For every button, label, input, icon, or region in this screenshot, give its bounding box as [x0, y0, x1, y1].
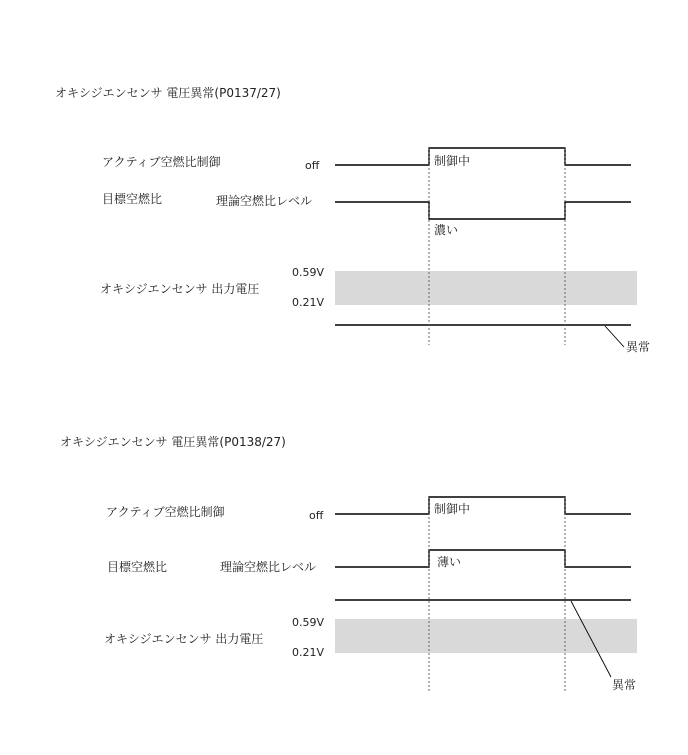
target-level-label: 理論空燃比レベル — [216, 194, 313, 208]
active-off-label: off — [305, 159, 320, 172]
row-label-sensor-voltage: オキシジエンセンサ 出力電圧 — [100, 282, 260, 296]
voltage-window-band — [335, 619, 637, 653]
diagram-p0137 — [55, 85, 650, 354]
voltage-low-label: 0.21V — [292, 296, 325, 309]
voltage-high-label: 0.59V — [292, 616, 325, 629]
active-control-signal — [335, 148, 631, 165]
target-change-label: 濃い — [434, 223, 459, 237]
target-afr-signal — [335, 202, 631, 219]
target-afr-signal — [335, 550, 631, 567]
target-level-label: 理論空燃比レベル — [220, 560, 317, 574]
voltage-high-label: 0.59V — [292, 266, 325, 279]
row-label-target-afr: 目標空燃比 — [107, 560, 168, 574]
active-control-signal — [335, 497, 631, 514]
row-label-target-afr: 目標空燃比 — [102, 192, 163, 206]
voltage-window-band — [335, 271, 637, 305]
active-off-label: off — [309, 509, 324, 522]
diagram-title: オキシジエンセンサ 電圧異常(P0137/27) — [55, 86, 281, 100]
fault-label: 異常 — [612, 678, 637, 692]
fault-label: 異常 — [626, 340, 651, 354]
active-on-label: 制御中 — [434, 502, 471, 516]
row-label-sensor-voltage: オキシジエンセンサ 出力電圧 — [104, 632, 264, 646]
active-on-label: 制御中 — [434, 154, 471, 168]
target-change-label: 薄い — [437, 555, 462, 569]
diagram-title: オキシジエンセンサ 電圧異常(P0138/27) — [60, 435, 286, 449]
fault-leader-line — [605, 326, 624, 347]
row-label-active-control: アクティブ空燃比制御 — [106, 505, 225, 519]
row-label-active-control: アクティブ空燃比制御 — [102, 155, 221, 169]
voltage-low-label: 0.21V — [292, 646, 325, 659]
diagram-p0138 — [60, 434, 637, 692]
